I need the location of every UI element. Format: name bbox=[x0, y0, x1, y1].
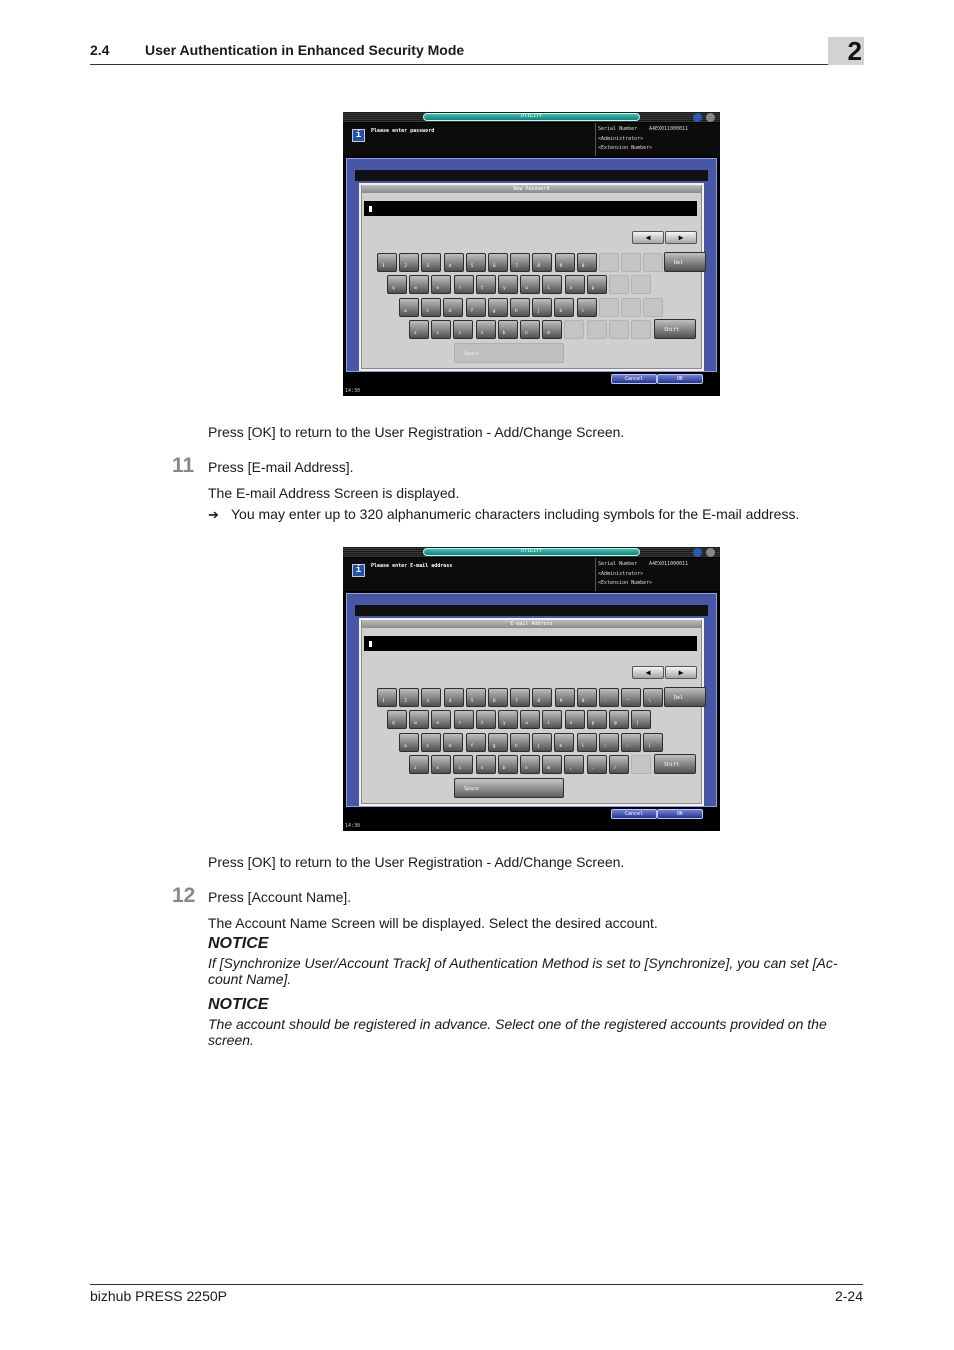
space-key[interactable] bbox=[454, 343, 564, 363]
key-label: o bbox=[569, 286, 573, 291]
key-label: 2 bbox=[404, 264, 407, 269]
key-label: 9 bbox=[559, 264, 563, 269]
settings-icon[interactable] bbox=[706, 113, 715, 122]
notice-heading: NOTICE bbox=[208, 996, 269, 1013]
key-label: a bbox=[404, 744, 407, 749]
admin-label: <Administrator> bbox=[598, 136, 644, 142]
key-button[interactable] bbox=[577, 253, 597, 272]
key-button[interactable] bbox=[587, 755, 607, 774]
key-blank bbox=[621, 298, 641, 317]
key-button[interactable] bbox=[421, 733, 441, 752]
key-label: m bbox=[547, 766, 550, 771]
key-label: [ bbox=[636, 721, 639, 726]
message-text: Please enter E-mail address bbox=[371, 563, 453, 569]
section-number: 2.4 bbox=[90, 42, 110, 58]
key-button[interactable] bbox=[510, 253, 530, 272]
key-label: , bbox=[569, 766, 573, 771]
clock-text: 14:30 bbox=[345, 823, 361, 829]
key-label: g bbox=[492, 744, 496, 749]
key-blank bbox=[609, 320, 629, 339]
key-label: j bbox=[537, 744, 540, 749]
key-button[interactable] bbox=[520, 275, 540, 294]
section-title: User Authentication in Enhanced Security Mode bbox=[145, 42, 465, 58]
key-label: 4 bbox=[448, 699, 452, 704]
shift-key[interactable] bbox=[654, 754, 696, 774]
key-label: / bbox=[613, 766, 617, 771]
key-label: @ bbox=[614, 721, 617, 726]
key-label: 4 bbox=[448, 264, 452, 269]
key-blank bbox=[599, 298, 619, 317]
key-label: 3 bbox=[426, 699, 430, 704]
key-button[interactable] bbox=[555, 253, 575, 272]
header-rule bbox=[90, 64, 863, 65]
key-label: y bbox=[503, 721, 506, 726]
step-instruction: Press [Account Name]. bbox=[208, 889, 352, 905]
key-button[interactable] bbox=[431, 755, 451, 774]
key-button[interactable] bbox=[431, 710, 451, 729]
shift-key[interactable] bbox=[654, 319, 696, 339]
key-blank bbox=[631, 755, 651, 774]
key-label: t bbox=[480, 721, 484, 726]
key-label: o bbox=[569, 721, 573, 726]
step-instruction: Press [E-mail Address]. bbox=[208, 459, 354, 475]
mode-label: UTILITY bbox=[520, 548, 543, 554]
key-label: 6 bbox=[493, 699, 496, 704]
key-button[interactable] bbox=[453, 755, 473, 774]
key-label: s bbox=[426, 309, 429, 314]
key-label: i bbox=[547, 286, 551, 291]
delete-key[interactable] bbox=[664, 687, 706, 707]
key-label: z bbox=[414, 331, 417, 336]
screenshot-new-password bbox=[343, 112, 720, 396]
key-button[interactable] bbox=[609, 710, 629, 729]
input-cursor bbox=[369, 206, 372, 212]
key-blank bbox=[587, 320, 607, 339]
key-label: ^ bbox=[626, 699, 629, 704]
key-button[interactable] bbox=[453, 320, 473, 339]
key-button[interactable] bbox=[488, 688, 508, 707]
arrow-icon: ➔ bbox=[208, 507, 219, 522]
body-text: Press [OK] to return to the User Registration - Add/Change Screen. bbox=[208, 854, 625, 870]
key-label: z bbox=[414, 766, 417, 771]
key-button[interactable] bbox=[565, 275, 585, 294]
delete-label: Del bbox=[674, 695, 684, 701]
key-label: \ bbox=[648, 699, 652, 704]
cancel-button[interactable]: Cancel bbox=[611, 809, 657, 819]
key-button[interactable] bbox=[443, 733, 463, 752]
key-label: 0 bbox=[581, 264, 585, 269]
notice-text: The account should be registered in advance. Select one of the registered accounts provided on the screen. bbox=[208, 1016, 827, 1048]
header-strip bbox=[355, 170, 708, 181]
key-label: c bbox=[458, 766, 462, 771]
key-button[interactable] bbox=[387, 710, 407, 729]
settings-icon[interactable] bbox=[706, 548, 715, 557]
key-label: x bbox=[436, 766, 439, 771]
key-label: q bbox=[392, 721, 395, 726]
key-label: v bbox=[480, 331, 484, 336]
space-key[interactable] bbox=[454, 778, 564, 798]
step-note: You may enter up to 320 alphanumeric characters including symbols for the E-mail address. bbox=[231, 506, 800, 522]
key-label: 1 bbox=[382, 264, 385, 269]
key-button[interactable] bbox=[444, 688, 464, 707]
key-label: : bbox=[626, 744, 629, 749]
mode-label: UTILITY bbox=[520, 113, 543, 119]
key-label: x bbox=[436, 331, 439, 336]
key-button[interactable] bbox=[555, 688, 575, 707]
key-label: p bbox=[591, 286, 595, 291]
step-number: 11 bbox=[172, 454, 195, 477]
key-button[interactable] bbox=[542, 320, 562, 339]
key-label: e bbox=[436, 721, 440, 726]
key-label: j bbox=[537, 309, 540, 314]
key-button[interactable] bbox=[643, 733, 663, 752]
notice-text: If [Synchronize User/Account Track] of Authentication Method is set to [Synchronize], you can set [Ac-count Name]. bbox=[208, 955, 838, 987]
info-icon: i bbox=[352, 129, 365, 142]
key-button[interactable] bbox=[520, 755, 540, 774]
key-label: i bbox=[547, 721, 551, 726]
key-blank bbox=[564, 320, 584, 339]
key-button[interactable] bbox=[399, 688, 419, 707]
key-button[interactable] bbox=[488, 298, 508, 317]
info-icon: i bbox=[352, 564, 365, 577]
key-button[interactable] bbox=[409, 320, 429, 339]
key-button[interactable] bbox=[542, 755, 562, 774]
key-button[interactable] bbox=[377, 253, 397, 272]
serial-value: A4EX011000011 bbox=[649, 126, 689, 132]
key-label: ] bbox=[648, 744, 651, 749]
ok-button[interactable]: OK bbox=[657, 374, 703, 384]
key-button[interactable] bbox=[409, 275, 429, 294]
help-icon[interactable] bbox=[693, 548, 702, 557]
admin-label: <Administrator> bbox=[598, 571, 644, 577]
key-label: a bbox=[404, 309, 407, 314]
delete-key[interactable] bbox=[664, 252, 706, 272]
text-input[interactable] bbox=[364, 201, 697, 216]
shift-label: Shift bbox=[664, 327, 680, 333]
key-label: d bbox=[448, 309, 452, 314]
key-button[interactable] bbox=[466, 688, 486, 707]
key-label: g bbox=[492, 309, 496, 314]
key-label: c bbox=[458, 331, 462, 336]
device-info-panel bbox=[595, 123, 720, 156]
key-blank bbox=[631, 320, 651, 339]
key-label: m bbox=[547, 331, 550, 336]
space-label: Space bbox=[464, 786, 480, 792]
key-button[interactable] bbox=[542, 275, 562, 294]
key-label: r bbox=[458, 286, 462, 291]
delete-label: Del bbox=[674, 260, 684, 266]
key-label: k bbox=[559, 744, 563, 749]
key-button[interactable] bbox=[466, 298, 486, 317]
key-button[interactable] bbox=[444, 253, 464, 272]
serial-label: Serial Number bbox=[598, 126, 638, 132]
key-label: f bbox=[470, 744, 474, 749]
mode-indicator bbox=[423, 548, 640, 556]
key-button[interactable] bbox=[520, 710, 540, 729]
footer-page-number: 2-24 bbox=[834, 1288, 863, 1304]
cursor-right-button[interactable]: ▶ bbox=[665, 666, 697, 679]
key-button[interactable] bbox=[532, 688, 552, 707]
key-button[interactable] bbox=[631, 710, 651, 729]
cursor-right-button[interactable]: ▶ bbox=[665, 231, 697, 244]
key-button[interactable] bbox=[476, 275, 496, 294]
key-button[interactable] bbox=[387, 275, 407, 294]
key-label: k bbox=[559, 309, 563, 314]
mode-indicator bbox=[423, 113, 640, 121]
extension-label: <Extension Number> bbox=[598, 580, 653, 586]
key-label: 8 bbox=[537, 264, 541, 269]
space-label: Space bbox=[464, 351, 480, 357]
key-button[interactable] bbox=[476, 710, 496, 729]
key-button[interactable] bbox=[577, 733, 597, 752]
key-label: 8 bbox=[537, 699, 541, 704]
cursor-left-button[interactable]: ◀ bbox=[632, 231, 664, 244]
key-button[interactable] bbox=[609, 755, 629, 774]
key-label: y bbox=[503, 286, 506, 291]
key-label: 5 bbox=[470, 264, 474, 269]
key-label: 9 bbox=[559, 699, 563, 704]
key-label: h bbox=[515, 744, 518, 749]
key-button[interactable] bbox=[409, 755, 429, 774]
clock-text: 14:30 bbox=[345, 388, 361, 394]
key-label: b bbox=[502, 331, 506, 336]
key-button[interactable] bbox=[621, 688, 641, 707]
key-label: w bbox=[414, 286, 417, 291]
key-button[interactable] bbox=[564, 755, 584, 774]
key-label: w bbox=[414, 721, 417, 726]
key-label: - bbox=[604, 699, 607, 704]
text-input[interactable] bbox=[364, 636, 697, 651]
key-button[interactable] bbox=[454, 710, 474, 729]
key-button[interactable] bbox=[431, 320, 451, 339]
status-bar bbox=[343, 387, 720, 396]
chapter-tab bbox=[828, 37, 864, 65]
key-button[interactable] bbox=[542, 710, 562, 729]
key-blank bbox=[621, 253, 641, 272]
body-text: Press [OK] to return to the User Registration - Add/Change Screen. bbox=[208, 424, 625, 440]
help-icon[interactable] bbox=[693, 113, 702, 122]
key-button[interactable] bbox=[377, 688, 397, 707]
chapter-number: 2 bbox=[847, 36, 862, 66]
key-button[interactable] bbox=[599, 688, 619, 707]
key-label: u bbox=[525, 721, 528, 726]
key-button[interactable] bbox=[421, 688, 441, 707]
key-label: n bbox=[525, 766, 528, 771]
key-label: 7 bbox=[515, 699, 518, 704]
key-button[interactable] bbox=[476, 755, 496, 774]
key-button[interactable] bbox=[621, 733, 641, 752]
key-button[interactable] bbox=[421, 253, 441, 272]
key-button[interactable] bbox=[399, 298, 419, 317]
key-label: l bbox=[581, 309, 585, 314]
cursor-left-button[interactable]: ◀ bbox=[632, 666, 664, 679]
extension-label: <Extension Number> bbox=[598, 145, 653, 151]
key-button[interactable] bbox=[599, 733, 619, 752]
screenshot-email-address bbox=[343, 547, 720, 831]
key-button[interactable] bbox=[587, 710, 607, 729]
key-button[interactable] bbox=[554, 298, 574, 317]
key-button[interactable] bbox=[498, 275, 518, 294]
key-button[interactable] bbox=[421, 298, 441, 317]
shift-label: Shift bbox=[664, 762, 680, 768]
key-blank bbox=[599, 253, 619, 272]
status-bar bbox=[343, 822, 720, 831]
key-label: ; bbox=[603, 744, 607, 749]
key-button[interactable] bbox=[587, 275, 607, 294]
key-button[interactable] bbox=[532, 733, 552, 752]
key-label: q bbox=[392, 286, 395, 291]
key-button[interactable] bbox=[532, 253, 552, 272]
key-blank bbox=[609, 275, 629, 294]
key-button[interactable] bbox=[520, 320, 540, 339]
key-button[interactable] bbox=[431, 275, 451, 294]
key-button[interactable] bbox=[498, 710, 518, 729]
notice-heading: NOTICE bbox=[208, 935, 269, 952]
key-button[interactable] bbox=[488, 733, 508, 752]
serial-label: Serial Number bbox=[598, 561, 638, 567]
key-button[interactable] bbox=[498, 320, 518, 339]
key-label: p bbox=[591, 721, 595, 726]
key-button[interactable] bbox=[476, 320, 496, 339]
key-label: f bbox=[470, 309, 474, 314]
key-label: 3 bbox=[426, 264, 430, 269]
key-button[interactable] bbox=[488, 253, 508, 272]
message-text: Please enter password bbox=[371, 128, 435, 134]
key-button[interactable] bbox=[466, 253, 486, 272]
key-label: v bbox=[480, 766, 484, 771]
key-button[interactable] bbox=[577, 688, 597, 707]
key-blank bbox=[631, 275, 651, 294]
serial-value: A4EX011000011 bbox=[649, 561, 689, 567]
key-label: t bbox=[480, 286, 484, 291]
step-result: The E-mail Address Screen is displayed. bbox=[208, 485, 460, 501]
step-result: The Account Name Screen will be displayed. Select the desired account. bbox=[208, 915, 658, 931]
key-blank bbox=[643, 253, 663, 272]
field-title: New Password bbox=[362, 185, 701, 193]
device-info-panel bbox=[595, 558, 720, 591]
key-label: . bbox=[591, 766, 595, 771]
key-button[interactable] bbox=[510, 733, 530, 752]
key-label: n bbox=[525, 331, 528, 336]
key-button[interactable] bbox=[409, 710, 429, 729]
key-label: 6 bbox=[493, 264, 496, 269]
key-button[interactable] bbox=[565, 710, 585, 729]
key-label: 1 bbox=[382, 699, 385, 704]
header-strip bbox=[355, 605, 708, 616]
key-label: l bbox=[581, 744, 585, 749]
key-button[interactable] bbox=[577, 298, 597, 317]
key-label: 2 bbox=[404, 699, 407, 704]
key-button[interactable] bbox=[554, 733, 574, 752]
key-label: e bbox=[436, 286, 440, 291]
key-button[interactable] bbox=[466, 733, 486, 752]
key-blank bbox=[643, 298, 663, 317]
cancel-button[interactable]: Cancel bbox=[611, 374, 657, 384]
key-label: r bbox=[458, 721, 462, 726]
key-button[interactable] bbox=[498, 755, 518, 774]
ok-button[interactable]: OK bbox=[657, 809, 703, 819]
key-label: d bbox=[448, 744, 452, 749]
key-label: 7 bbox=[515, 264, 518, 269]
key-label: 0 bbox=[581, 699, 585, 704]
key-button[interactable] bbox=[399, 733, 419, 752]
key-button[interactable] bbox=[399, 253, 419, 272]
key-button[interactable] bbox=[443, 298, 463, 317]
key-button[interactable] bbox=[643, 688, 663, 707]
step-number: 12 bbox=[172, 884, 196, 907]
key-button[interactable] bbox=[532, 298, 552, 317]
input-cursor bbox=[369, 641, 372, 647]
key-label: u bbox=[525, 286, 528, 291]
key-button[interactable] bbox=[510, 298, 530, 317]
key-label: b bbox=[502, 766, 506, 771]
key-button[interactable] bbox=[510, 688, 530, 707]
footer-rule bbox=[90, 1284, 863, 1285]
key-button[interactable] bbox=[454, 275, 474, 294]
field-title: E-mail Address bbox=[362, 620, 701, 628]
footer-product: bizhub PRESS 2250P bbox=[90, 1288, 227, 1304]
key-label: 5 bbox=[470, 699, 474, 704]
key-label: s bbox=[426, 744, 429, 749]
key-label: h bbox=[515, 309, 518, 314]
